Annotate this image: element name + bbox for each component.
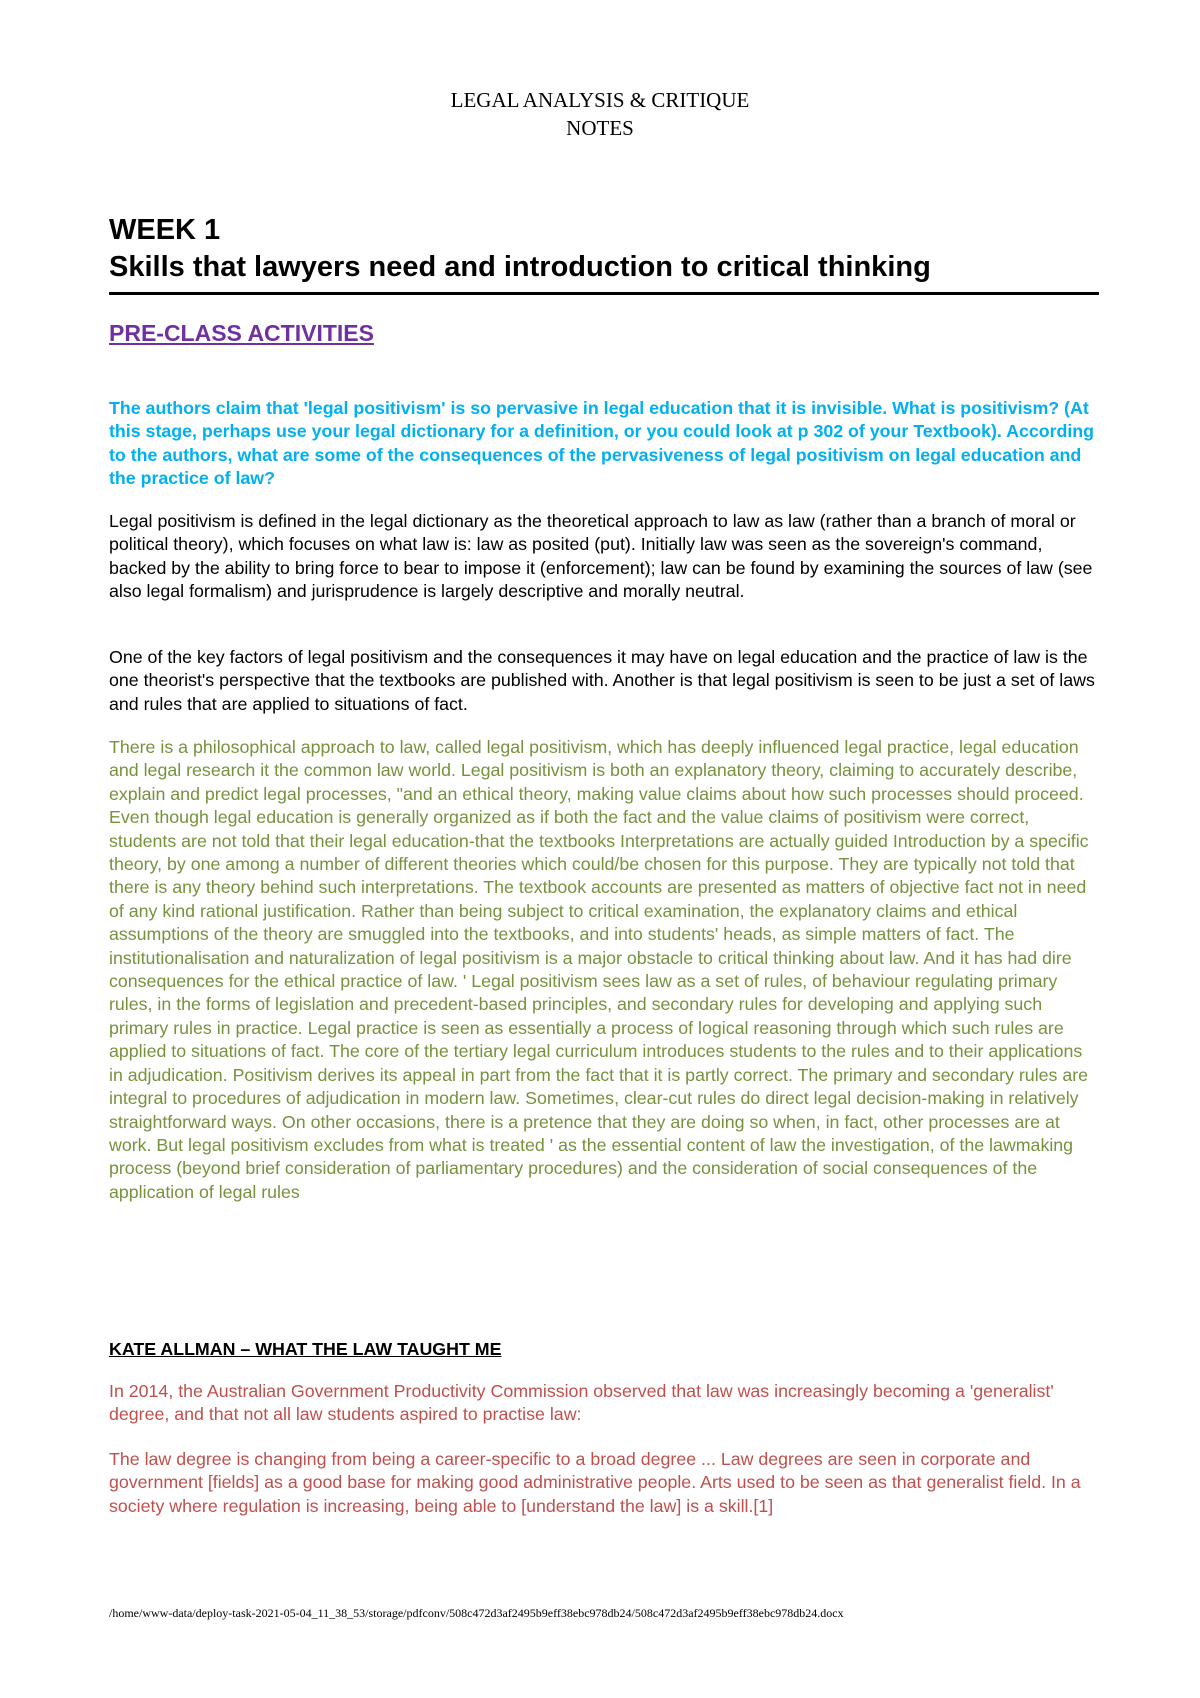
kate-allman-paragraph-1: In 2014, the Australian Government Productivity Commission observed that law was increasingly becoming a 'generalist' degree, and that not all law students aspired to practise law: (109, 1381, 1054, 1425)
week-title-block (109, 212, 1109, 286)
answer-paragraph-definition: Legal positivism is defined in the legal dictionary as the theoretical approach to law as law (rather than a branch of moral or political theory), which focuses on what law is: law as posited (put). Initially law was seen as the sovereign's command, backed by the ability to bring force to bear to impose it (enforcement); law can be found by examining the sources of law (see also legal formalism) and jurisprudence is largely descriptive and morally neutral. (109, 511, 1093, 602)
heading-divider (109, 292, 1099, 295)
discussion-question: The authors claim that 'legal positivism' is so pervasive in legal education that it is invisible. What is positivism? (At this stage, perhaps use your legal dictionary for a definition, or you could look at p 302 of your Textbook). According to the authors, what are some of the consequences of the pervasiveness of legal positivism on legal education and the practice of law? (109, 398, 1095, 488)
kate-allman-paragraph-2: The law degree is changing from being a career-specific to a broad degree ... Law degrees are seen in corporate and government [fields] as a good base for making good administrative people. Arts used to be seen as that generalist field. In a society where regulation is increasing, being able to [understand the law] is a skill.[1] (109, 1449, 1081, 1516)
footer-file-path: /home/www-data/deploy-task-2021-05-04_11_38_53/storage/pdfconv/508c472d3af2495b9eff38ebc978db24/508c472d3af2495b9eff38ebc978db24.docx (109, 1606, 844, 1620)
header-notes-label: NOTES (566, 116, 634, 140)
quoted-reading-paragraph: There is a philosophical approach to law, called legal positivism, which has deeply influenced legal practice, legal education and legal research it the common law world. Legal positivism is both an explanatory theory, claiming to accurately describe, explain and predict legal processes, "and an ethical theory, making value claims about how such processes should proceed. Even though legal education is generally organized as if both the fact and the value claims of positivism were correct, students are not told that their legal education-that the textbooks Interpretations are actually guided Introduction by a specific theory, by one among a number of different theories which could/be chosen for this purpose. They are typically not told that there is any theory behind such interpretations. The textbook accounts are presented as matters of objective fact not in need of any kind rational justification. Rather than being subject to critical examination, the explanatory claims and ethical assumptions of the theory are smuggled into the textbooks, and into students' heads, as simple matters of fact. The institutionalisation and naturalization of legal positivism is a major obstacle to critical thinking about law. And it has had dire consequences for the ethical practice of law. ' Legal positivism sees law as a set of rules, of behaviour regulating primary rules, in the forms of legislation and precedent-based principles, and secondary rules for developing and applying such primary rules in practice. Legal practice is seen as essentially a process of logical reasoning through which such rules are applied to situations of fact. The core of the tertiary legal curriculum introduces students to the rules and to their applications in adjudication. Positivism derives its appeal in part from the fact that it is partly correct. The primary and secondary rules are integral to procedures of adjudication in modern law. Sometimes, clear-cut rules do direct legal decision-making in relatively straightforward ways. On other occasions, there is a pretence that they are doing so when, in fact, other processes are at work. But legal positivism excludes from what is treated ' as the essential content of law the investigation, of the lawmaking process (beyond brief consideration of parliamentary procedures) and the consideration of social consequences of the application of legal rules (109, 737, 1089, 1202)
week-label: WEEK 1 (109, 214, 221, 246)
pre-class-heading: PRE-CLASS ACTIVITIES (109, 320, 374, 346)
kate-allman-heading: KATE ALLMAN – WHAT THE LAW TAUGHT ME (109, 1339, 502, 1359)
document-header (0, 86, 1200, 142)
header-course-title: LEGAL ANALYSIS & CRITIQUE (450, 88, 750, 112)
answer-paragraph-consequences: One of the key factors of legal positivism and the consequences it may have on legal education and the practice of law is the one theorist's perspective that the textbooks are published with. Another is that legal positivism is seen to be just a set of laws and rules that are applied to situations of fact. (109, 647, 1095, 714)
week-subtitle: Skills that lawyers need and introduction to critical thinking (109, 251, 931, 283)
